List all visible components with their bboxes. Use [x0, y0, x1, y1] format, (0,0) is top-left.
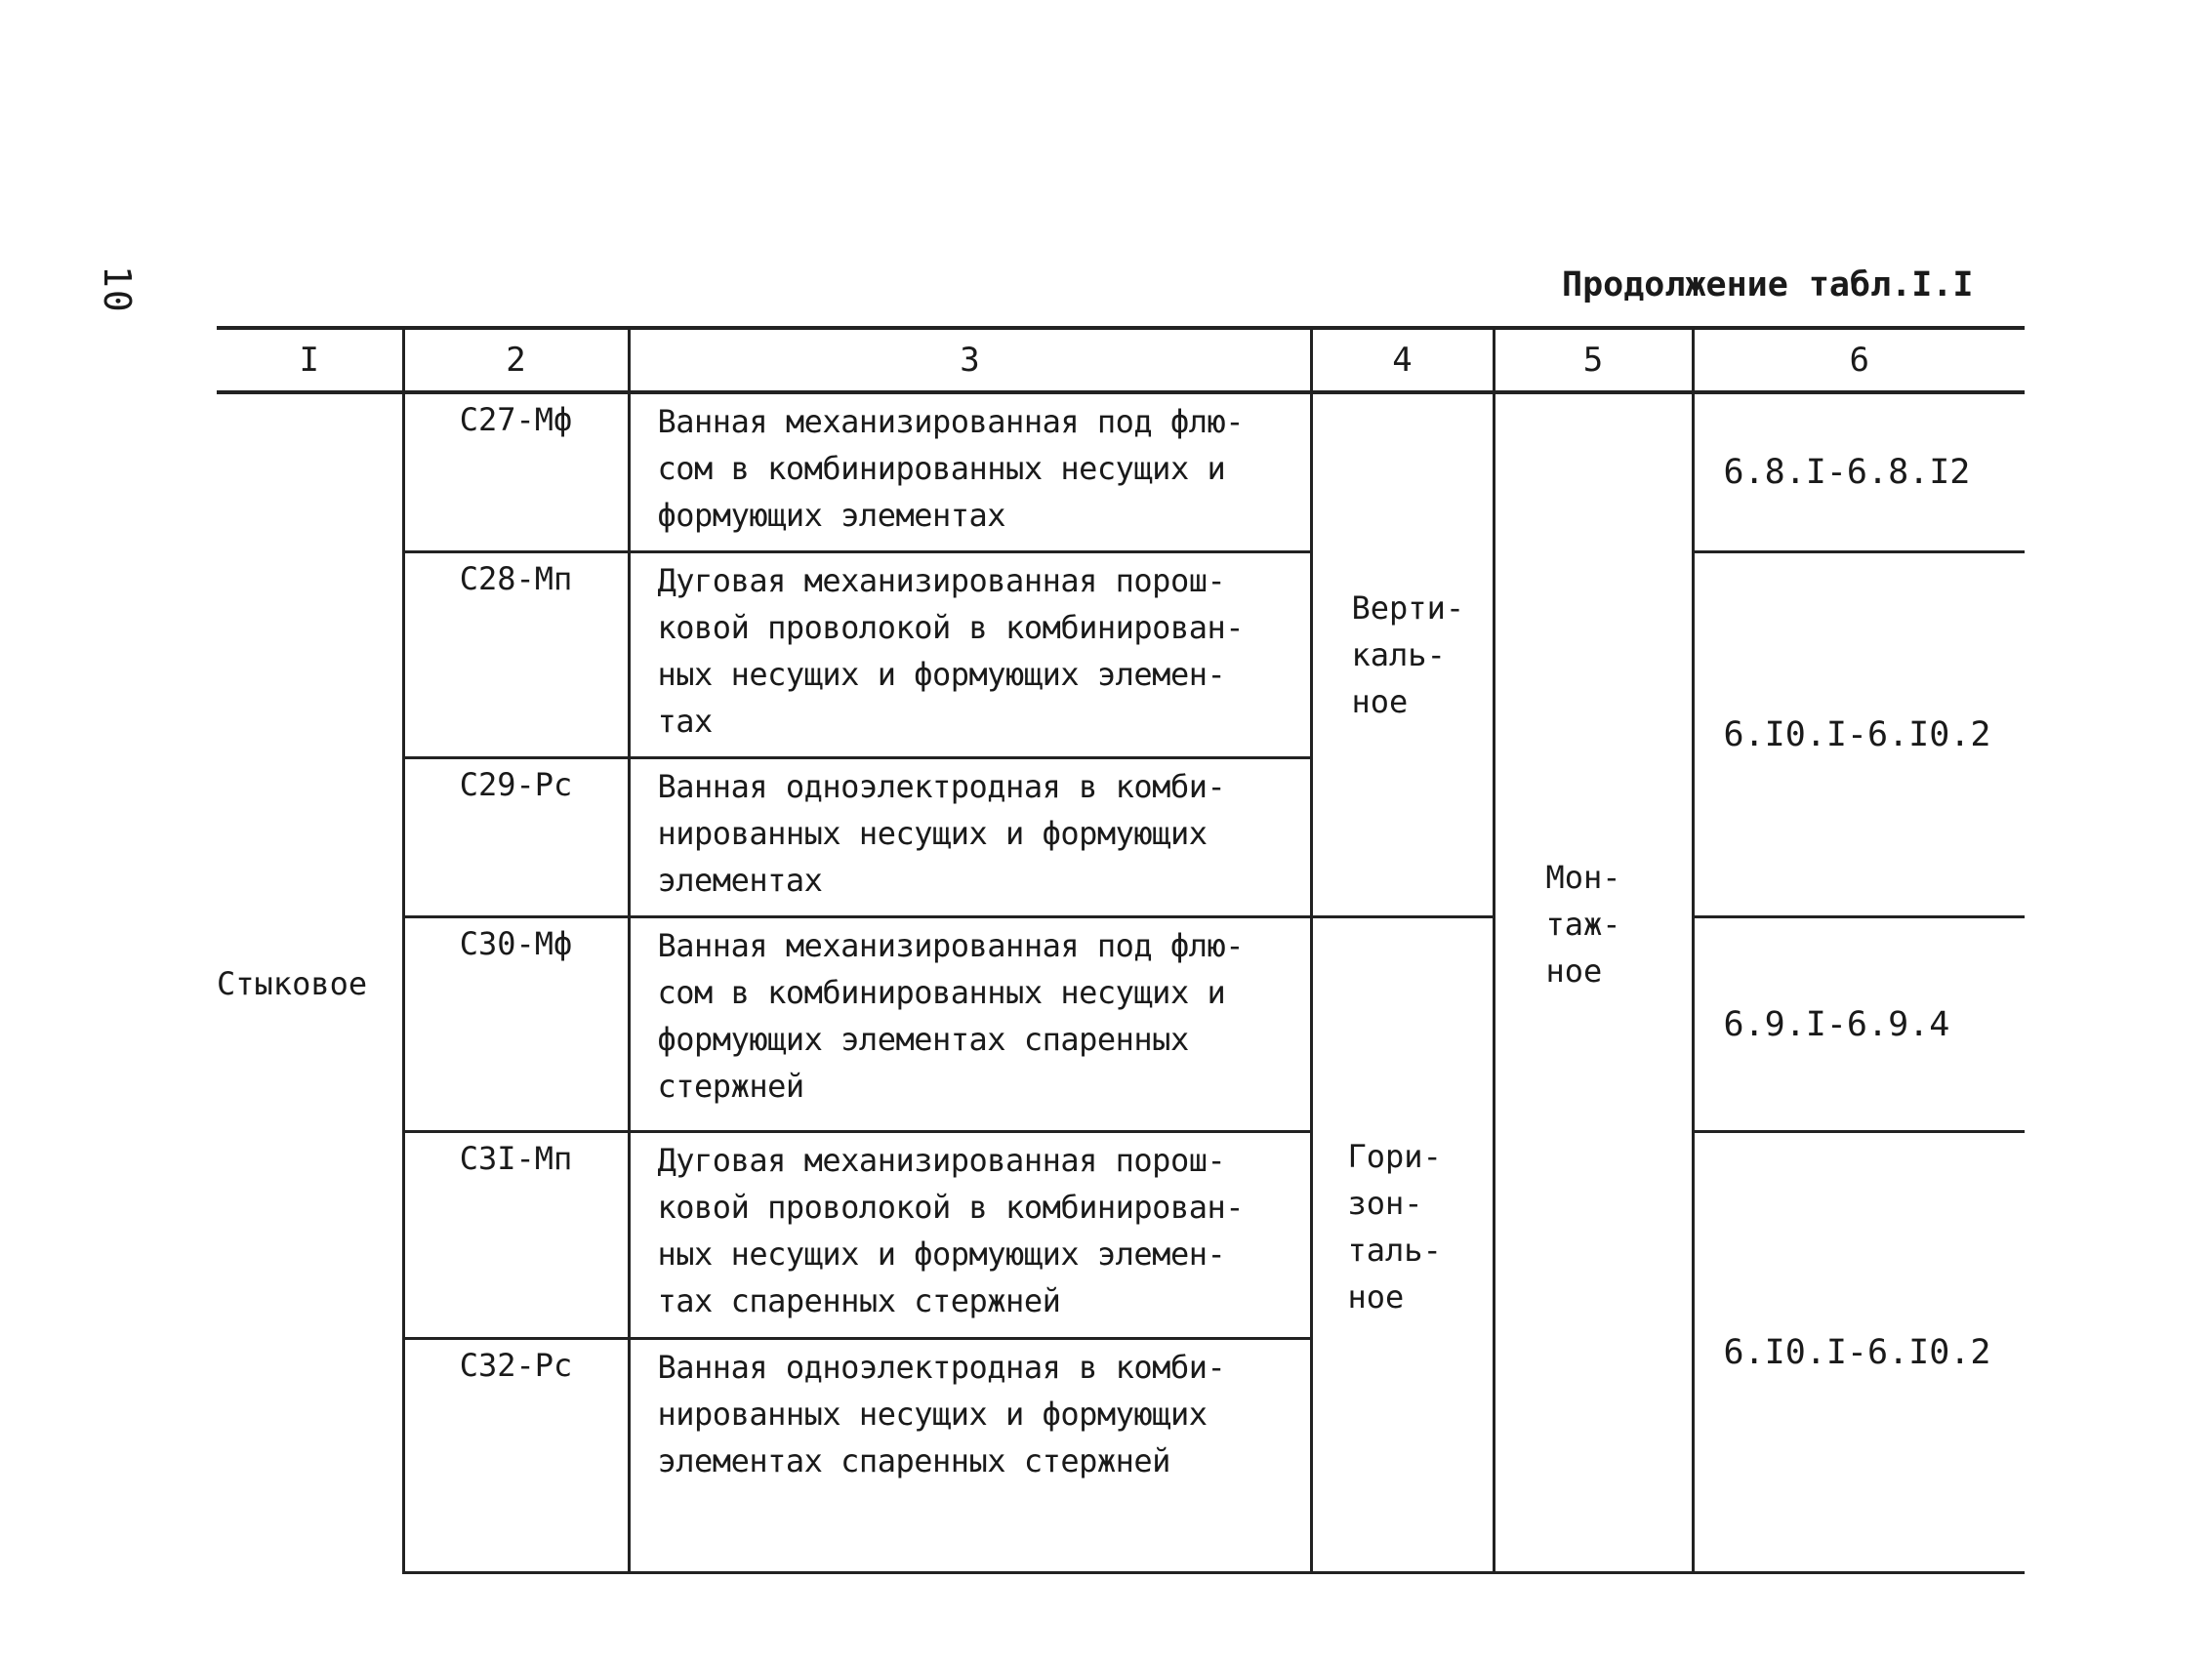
joint-description: Ванная механизированная под флю- сом в комбинированных несущих и формующих элементах — [629, 392, 1311, 552]
welding-type-cell: Мон- таж- ное — [1494, 392, 1693, 1573]
joint-code: С30-Мф — [403, 917, 629, 1132]
joint-description: Ванная одноэлектродная в комби- нированных несущих и формующих элементах спаренных стержней — [629, 1339, 1311, 1573]
reference-cell: 6.8.I-6.8.I2 — [1693, 392, 2025, 552]
joint-description: Ванная одноэлектродная в комби- нированных несущих и формующих элементах — [629, 758, 1311, 917]
joint-code: С28-Мп — [403, 552, 629, 758]
joint-code: С29-Рс — [403, 758, 629, 917]
joint-kind-cell: Стыковое — [217, 392, 403, 1573]
joint-description: Дуговая механизированная порош- ковой проволокой в комбинирован- ных несущих и формующих элемен- тах — [629, 552, 1311, 758]
reference-cell: 6.I0.I-6.I0.2 — [1693, 1132, 2025, 1573]
joint-description: Ванная механизированная под флю- сом в комбинированных несущих и формующих элементах спаренных стержней — [629, 917, 1311, 1132]
table-row — [217, 392, 2025, 552]
weld-joints-table — [217, 326, 2025, 1574]
table-row — [217, 917, 2025, 1132]
joint-description: Дуговая механизированная порош- ковой проволокой в комбинирован- ных несущих и формующих элемен- тах спаренных стержней — [629, 1132, 1311, 1339]
header-col-4: 4 — [1311, 328, 1494, 392]
joint-code: С27-Мф — [403, 392, 629, 552]
joint-code: С3I-Мп — [403, 1132, 629, 1339]
joint-code: С32-Рс — [403, 1339, 629, 1573]
reference-cell: 6.I0.I-6.I0.2 — [1693, 552, 2025, 917]
reference-cell: 6.9.I-6.9.4 — [1693, 917, 2025, 1132]
table-row — [217, 1132, 2025, 1339]
header-col-2: 2 — [403, 328, 629, 392]
header-col-5: 5 — [1494, 328, 1693, 392]
table-header-row — [217, 328, 2025, 392]
position-horizontal: Гори- зон- таль- ное — [1311, 917, 1494, 1573]
header-col-6: 6 — [1693, 328, 2025, 392]
page-number: 10 — [96, 265, 139, 314]
table-row — [217, 552, 2025, 758]
header-col-3: 3 — [629, 328, 1311, 392]
header-col-1: I — [217, 328, 403, 392]
position-vertical: Верти- каль- ное — [1311, 392, 1494, 917]
table-caption: Продолжение табл.I.I — [1562, 265, 1974, 304]
